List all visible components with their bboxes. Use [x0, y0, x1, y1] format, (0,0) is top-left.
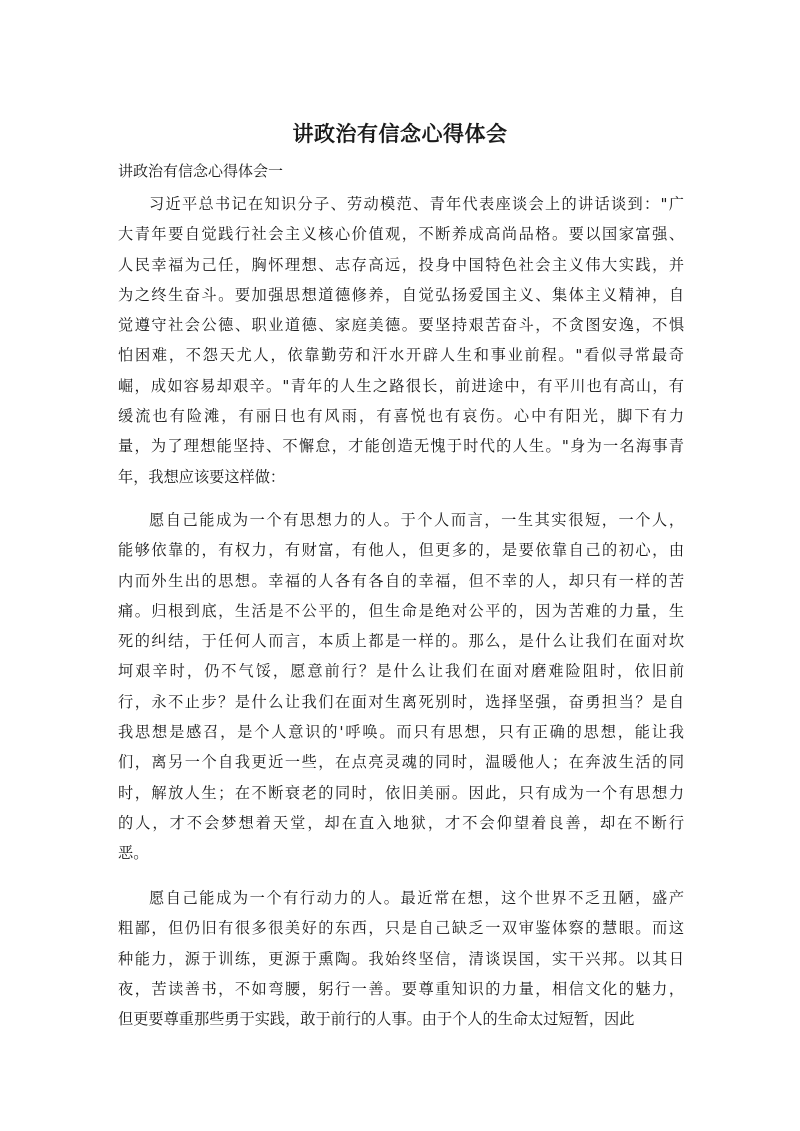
paragraph-2: [118, 505, 684, 869]
text-line: 恶。: [118, 844, 149, 863]
text-line: 量，为了理想能坚持、不懈怠，才能创造无愧于时代的人生。"身为一名海事青: [118, 437, 684, 456]
text-line: 人民幸福为己任，胸怀理想、志存高远，投身中国特色社会主义伟大实践，并: [118, 255, 684, 274]
text-line: 崛，成如容易却艰辛。"青年的人生之路很长，前进途中，有平川也有高山，有: [118, 376, 684, 395]
text-line: 行，永不止步？是什么让我们在面对生离死别时，选择坚强，奋勇担当？是自: [118, 692, 684, 711]
text-line: 缓流也有险滩，有丽日也有风雨，有喜悦也有哀伤。心中有阳光，脚下有力: [118, 407, 684, 426]
text-line: 死的纠结，于任何人而言，本质上都是一样的。那么，是什么让我们在面对坎: [118, 632, 684, 651]
paragraph-1: [118, 189, 684, 492]
text-line: 愿自己能成为一个有行动力的人。最近常在想，这个世界不乏丑陋，盛产: [149, 889, 684, 907]
text-line: 内而外生出的思想。幸福的人各有各自的幸福，但不幸的人，却只有一样的苦: [118, 571, 684, 590]
document-title: 讲政治有信念心得体会: [292, 122, 508, 146]
text-line: 能够依靠的，有权力，有财富，有他人，但更多的，是要依靠自己的初心，由: [118, 541, 684, 560]
text-line: 我思想是感召，是个人意识的'呼唤。而只有思想，只有正确的思想，能让我: [118, 723, 684, 742]
text-line: 习近平总书记在知识分子、劳动模范、青年代表座谈会上的讲话谈到："广: [149, 195, 684, 213]
text-line: 但更要尊重那些勇于实践，敢于前行的人事。由于个人的生命太过短暂，因此: [118, 1010, 635, 1029]
text-line: 们，离另一个自我更近一些，在点亮灵魂的同时，温暖他人；在奔波生活的同: [118, 753, 684, 772]
text-line: 痛。归根到底，生活是不公平的，但生命是绝对公平的，因为苦难的力量，生: [118, 601, 684, 620]
text-line: 年，我想应该要这样做：: [118, 467, 286, 486]
text-line: 夜，苦读善书，不如弯腰，躬行一善。要尊重知识的力量，相信文化的魅力，: [118, 979, 684, 998]
text-line: 种能力，源于训练，更源于熏陶。我始终坚信，清谈误国，实干兴邦。以其日: [118, 949, 684, 968]
paragraph-3: [118, 883, 684, 1034]
text-line: 觉遵守社会公德、职业道德、家庭美德。要坚持艰苦奋斗，不贪图安逸，不惧: [118, 316, 684, 335]
text-line: 时，解放人生；在不断衰老的同时，依旧美丽。因此，只有成为一个有思想力: [118, 783, 684, 802]
text-line: 为之终生奋斗。要加强思想道德修养，自觉弘扬爱国主义、集体主义精神，自: [118, 285, 684, 304]
text-line: 粗鄙，但仍旧有很多很美好的东西，只是自己缺乏一双审鉴体察的慧眼。而这: [118, 919, 684, 938]
text-line: 愿自己能成为一个有思想力的人。于个人而言，一生其实很短，一个人，: [149, 511, 684, 529]
text-line: 的人，才不会梦想着天堂，却在直入地狱，才不会仰望着良善，却在不断行: [118, 813, 684, 832]
text-line: 怕困难，不怨天尤人，依靠勤劳和汗水开辟人生和事业前程。"看似寻常最奇: [118, 346, 684, 365]
text-line: 大青年要自觉践行社会主义核心价值观，不断养成高尚品格。要以国家富强、: [118, 225, 684, 244]
text-line: 坷艰辛时，仍不气馁，愿意前行？是什么让我们在面对磨难险阻时，依旧前: [118, 662, 684, 681]
document-subtitle: 讲政治有信念心得体会一: [118, 162, 284, 180]
